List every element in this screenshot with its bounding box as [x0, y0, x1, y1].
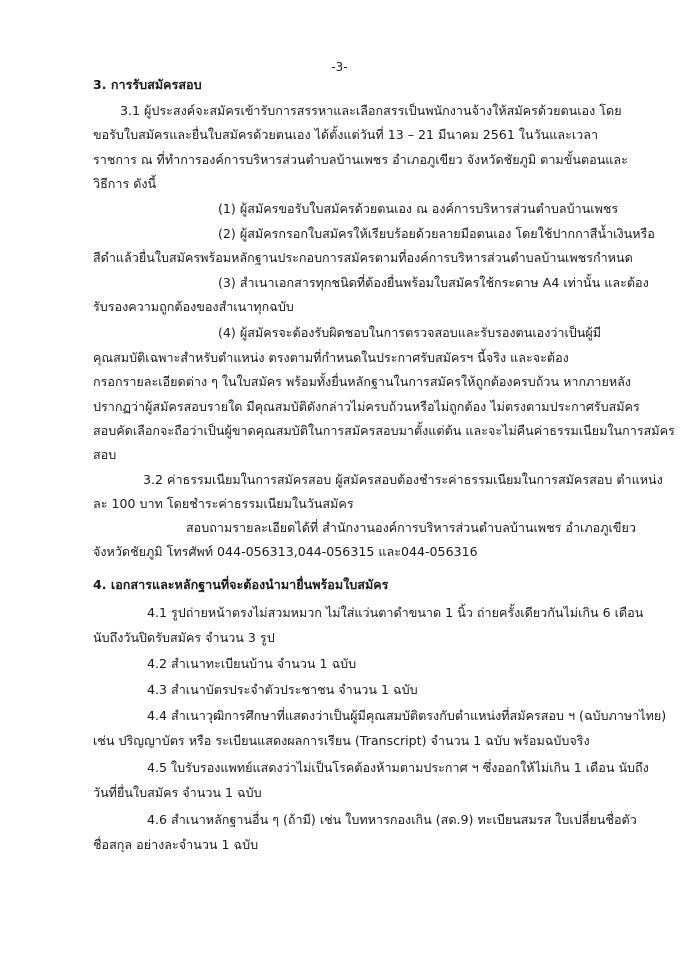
- text-line: ขอรับใบสมัครและยื่นใบสมัครด้วยตนเอง ได้ตั้งแต่วันที่ 13 – 21 มีนาคม 2561 ในวันและเวลา: [93, 127, 599, 142]
- text-line: สอบ: [93, 447, 117, 462]
- section4-heading: 4. เอกสารและหลักฐานที่จะต้องนำมายื่นพร้อมใบสมัคร: [93, 577, 389, 592]
- text-line: สีดำแล้วยื่นใบสมัครพร้อมหลักฐานประกอบการสมัครตามที่องค์การบริหารส่วนตำบลบ้านเพชรกำหนด: [93, 250, 633, 265]
- text-line: 3.2 ค่าธรรมเนียมในการสมัครสอบ ผู้สมัครสอบต้องชำระค่าธรรมเนียมในการสมัครสอบ ตำแหน่ง: [143, 472, 663, 487]
- text-line: วิธีการ ดังนี้: [93, 176, 157, 191]
- text-line: รับรองความถูกต้องของสำเนาทุกฉบับ: [93, 299, 294, 314]
- text-line: วันที่ยื่นใบสมัคร จำนวน 1 ฉบับ: [93, 785, 262, 800]
- text-line: ราชการ ณ ที่ทำการองค์การบริหารส่วนตำบลบ้านเพชร อำเภอภูเขียว จังหวัดชัยภูมิ ตามขั้นตอนและ: [93, 152, 628, 167]
- text-line: กรอกรายละเอียดต่าง ๆ ในใบสมัคร พร้อมทั้งยื่นหลักฐานในการสมัครให้ถูกต้องครบถ้วน หากภายหลัง: [93, 374, 631, 389]
- text-line: สอบคัดเลือกจะถือว่าเป็นผู้ขาดคุณสมบัติในการสมัครสอบมาตั้งแต่ต้น และจะไม่คืนค่าธรรมเนียมในการสมัคร: [93, 423, 675, 438]
- text-line: 4.4 สำเนาวุฒิการศึกษาที่แสดงว่าเป็นผู้มีคุณสมบัติตรงกับตำแหน่งที่สมัครสอบ ฯ (ฉบับภาษาไทย): [147, 708, 667, 723]
- text-line: 4.2 สำเนาทะเบียนบ้าน จำนวน 1 ฉบับ: [147, 656, 357, 671]
- text-line: ปรากฏว่าผู้สมัครสอบรายใด มีคุณสมบัติดังกล่าวไม่ครบถ้วนหรือไม่ถูกต้อง ไม่ตรงตามประกาศรับสมัคร: [93, 399, 640, 414]
- text-line: สอบถามรายละเอียดได้ที่ สำนักงานองค์การบริหารส่วนตำบลบ้านเพชร อำเภอภูเขียว: [186, 520, 636, 535]
- text-line: 4.5 ใบรับรองแพทย์แสดงว่าไม่เป็นโรคต้องห้ามตามประกาศ ฯ ซึ่งออกให้ไม่เกิน 1 เดือน นับถึง: [147, 760, 649, 775]
- text-line: เช่น ปริญญาบัตร หรือ ระเบียนแสดงผลการเรียน (Transcript) จำนวน 1 ฉบับ พร้อมฉบับจริง: [93, 733, 590, 748]
- text-line: 4.3 สำเนาบัตรประจำตัวประชาชน จำนวน 1 ฉบับ: [147, 682, 418, 697]
- text-line: (1) ผู้สมัครขอรับใบสมัครด้วยตนเอง ณ องค์การบริหารส่วนตำบลบ้านเพชร: [218, 201, 619, 216]
- text-line: (3) สำเนาเอกสารทุกชนิดที่ต้องยื่นพร้อมใบสมัครใช้กระดาษ A4 เท่านั้น และต้อง: [218, 275, 649, 290]
- text-line: 4.6 สำเนาหลักฐานอื่น ๆ (ถ้ามี) เช่น ใบทหารกองเกิน (สด.9) ทะเบียนสมรส ใบเปลี่ยนชื่อตัว: [147, 812, 637, 827]
- text-line: (2) ผู้สมัครกรอกใบสมัครให้เรียบร้อยด้วยลายมือตนเอง โดยใช้ปากกาสีน้ำเงินหรือ: [218, 226, 655, 241]
- page-number: -3-: [331, 60, 348, 74]
- text-line: 4.1 รูปถ่ายหน้าตรงไม่สวมหมวก ไม่ใส่แว่นตาดำขนาด 1 นิ้ว ถ่ายครั้งเดียวกันไม่เกิน 6 เดือน: [147, 605, 644, 620]
- text-line: (4) ผู้สมัครจะต้องรับผิดชอบในการตรวจสอบและรับรองตนเองว่าเป็นผู้มี: [218, 325, 602, 340]
- text-line: นับถึงวันปิดรับสมัคร จำนวน 3 รูป: [93, 630, 275, 645]
- text-line: คุณสมบัติเฉพาะสำหรับตำแหน่ง ตรงตามที่กำหนดในประกาศรับสมัครฯ นี้จริง และจะต้อง: [93, 350, 569, 365]
- text-line: ละ 100 บาท โดยชำระค่าธรรมเนียมในวันสมัคร: [93, 496, 354, 511]
- text-line: จังหวัดชัยภูมิ โทรศัพท์ 044-056313,044-056315 และ044-056316: [93, 544, 478, 559]
- text-line: ชื่อสกุล อย่างละจำนวน 1 ฉบับ: [93, 837, 259, 852]
- section3-heading: 3. การรับสมัครสอบ: [93, 77, 202, 92]
- text-line: 3.1 ผู้ประสงค์จะสมัครเข้ารับการสรรหาและเลือกสรรเป็นพนักงานจ้างให้สมัครด้วยตนเอง โดย: [120, 103, 622, 118]
